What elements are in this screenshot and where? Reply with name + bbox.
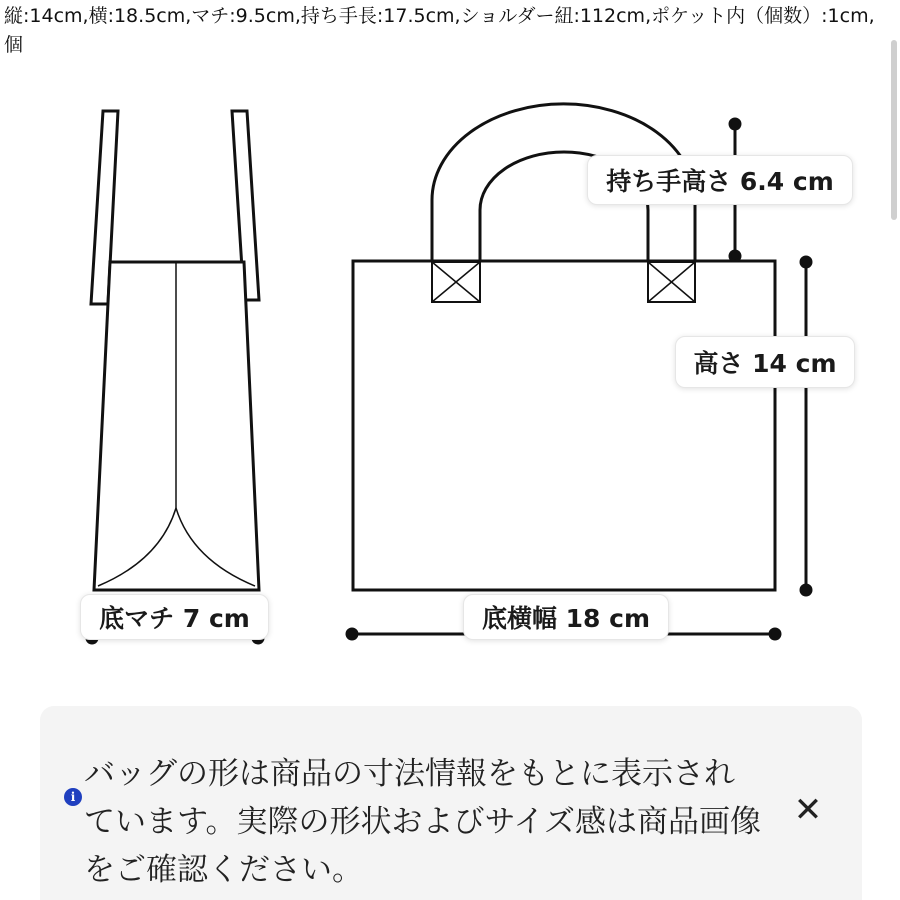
handle-height-label: 持ち手高さ 6.4 cm <box>587 155 853 205</box>
notice-message: バッグの形は商品の寸法情報をもとに表示されています。実際の形状およびサイズ感は商品画像をご確認ください。 <box>84 756 762 888</box>
height-label: 高さ 14 cm <box>675 336 855 388</box>
info-icon: i <box>64 788 82 806</box>
bottom-width-label: 底横幅 18 cm <box>463 594 669 640</box>
close-icon[interactable]: ✕ <box>793 790 823 830</box>
bottom-gusset-label: 底マチ 7 cm <box>80 594 269 640</box>
bag-side-view <box>87 111 263 643</box>
shape-notice-banner <box>40 706 862 900</box>
product-spec-text: 縦:14cm,横:18.5cm,マチ:9.5cm,持ち手長:17.5cm,ショルダー紐:112cm,ポケット内（個数）:1cm,個 <box>4 5 875 56</box>
front-body <box>353 261 775 590</box>
